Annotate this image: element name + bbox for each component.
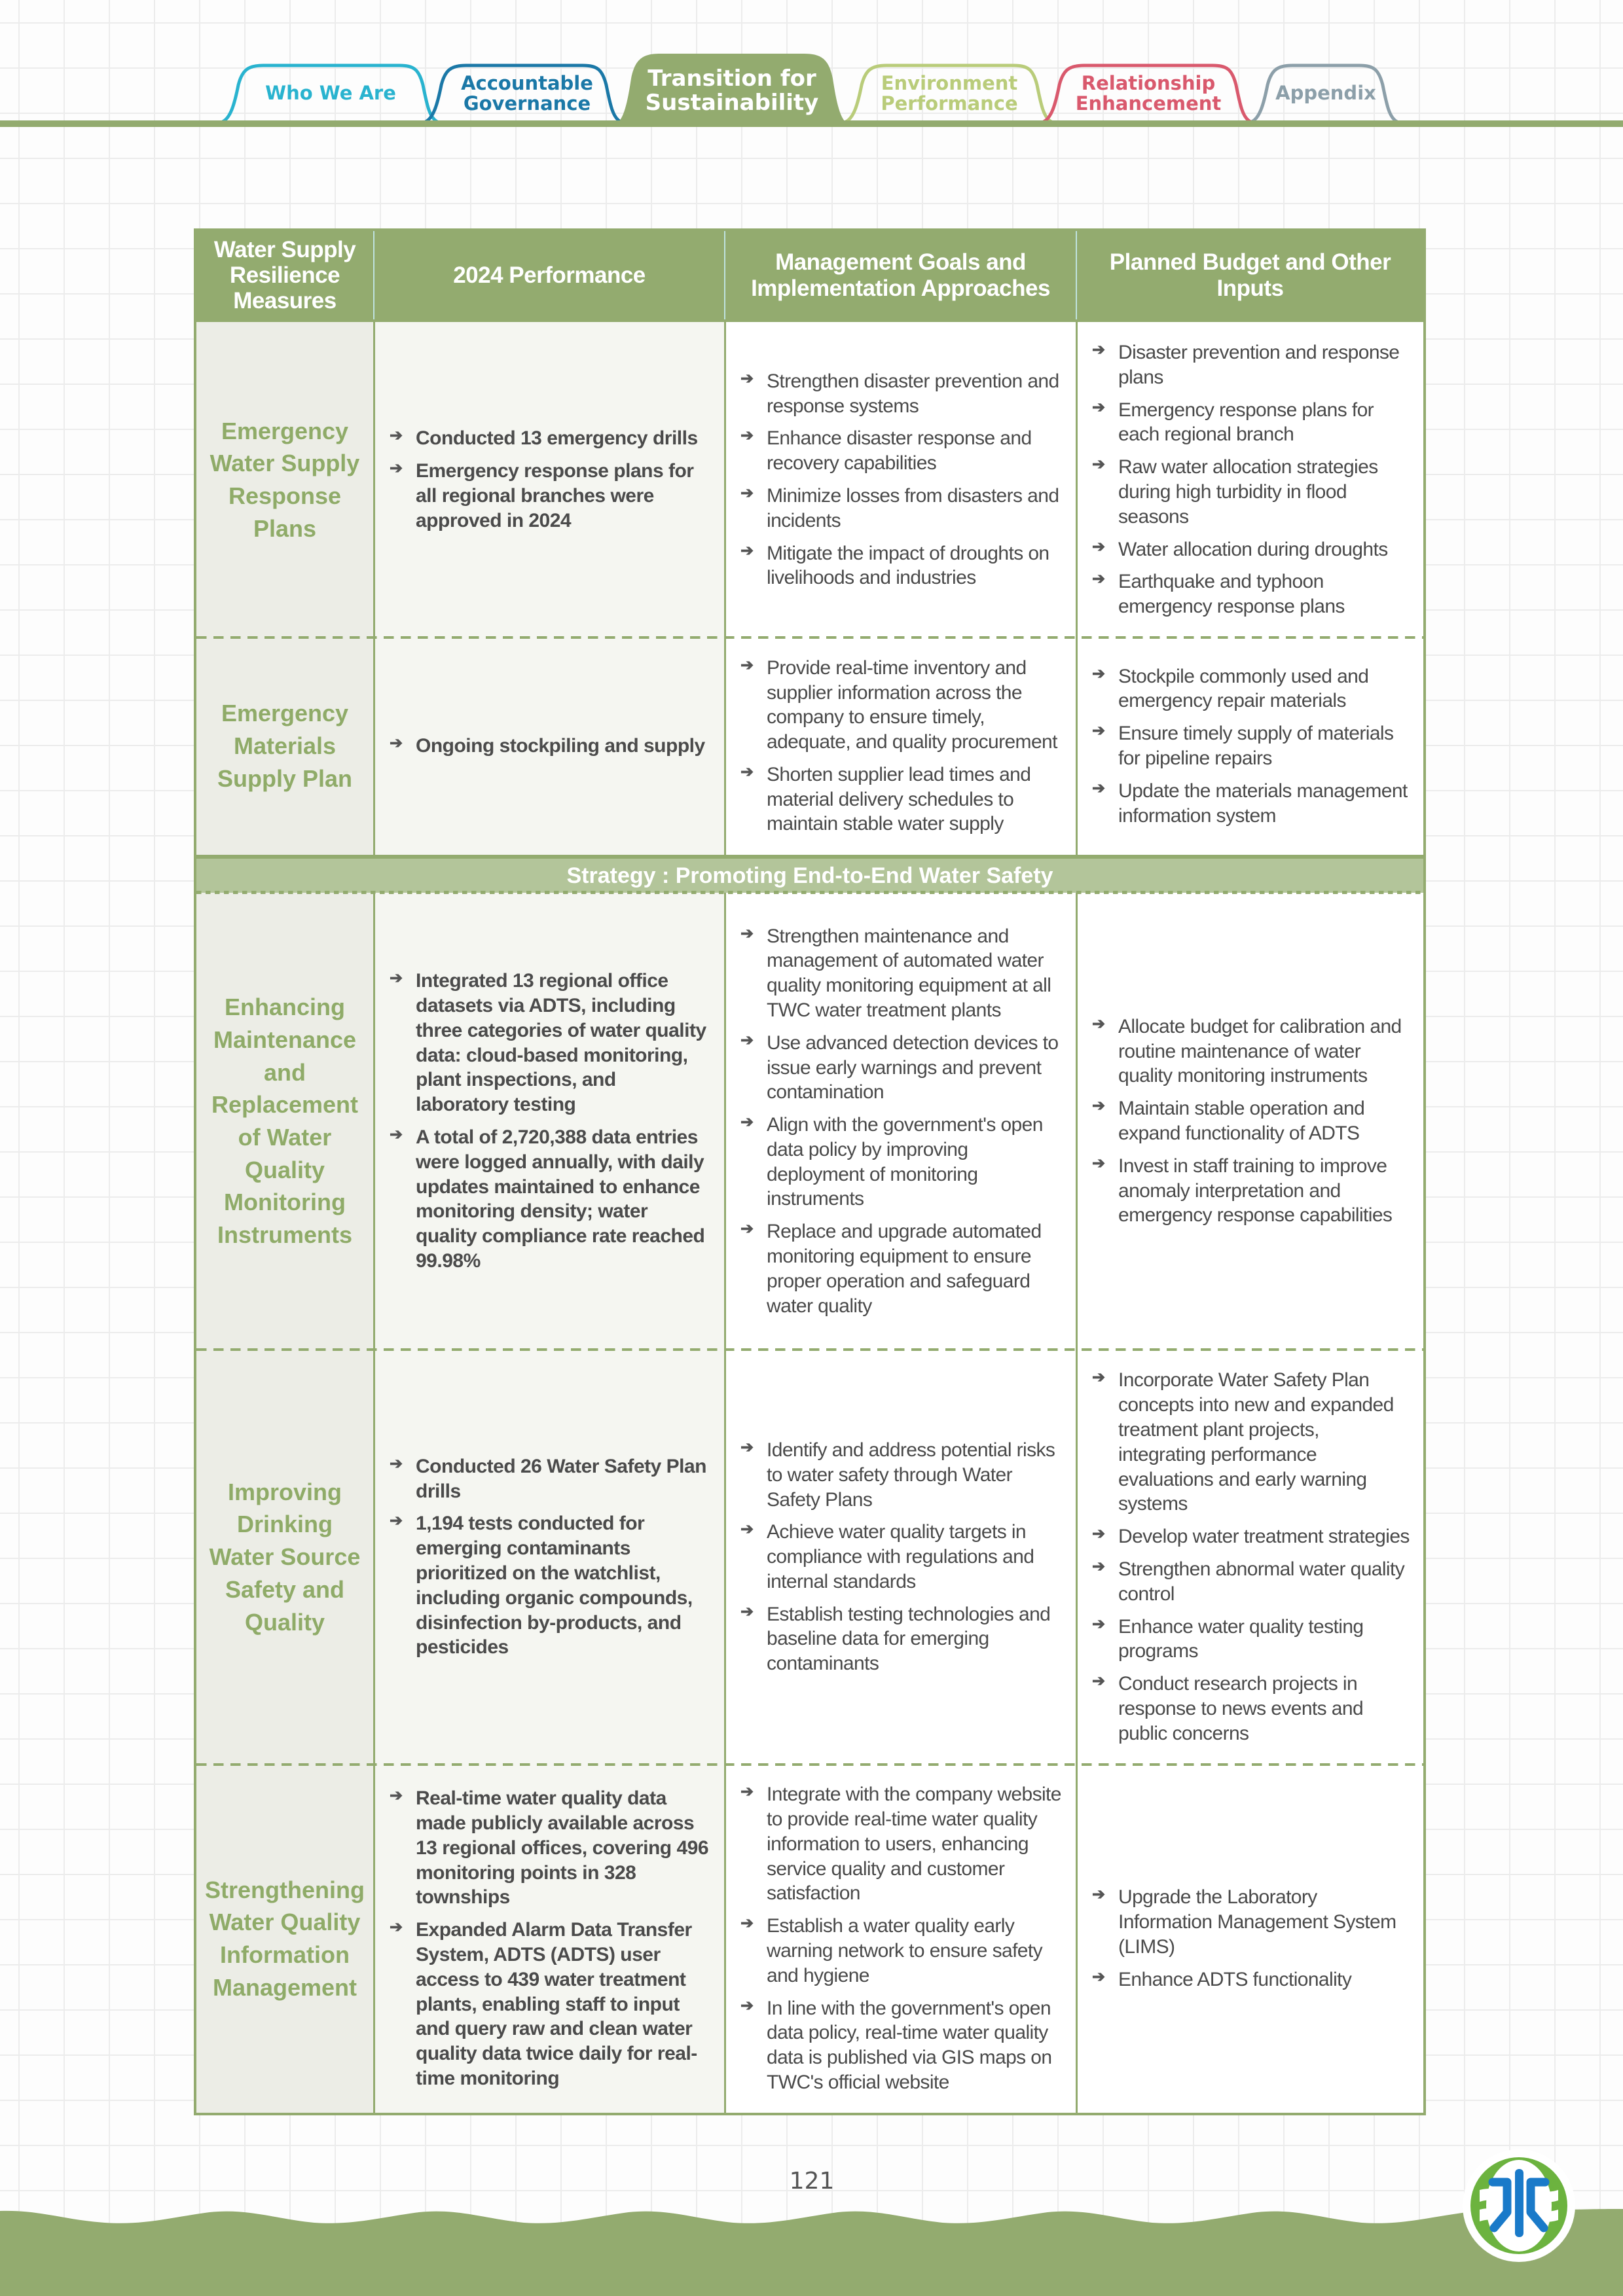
bullet-item [390, 1125, 711, 1274]
bullet-text: Develop water treatment strategies [1118, 1526, 1410, 1548]
bullet-list [1092, 1007, 1410, 1236]
bullet-item [1092, 569, 1410, 619]
bullet-text: Strengthen abnormal water quality control [1118, 1558, 1405, 1605]
bullet-text: Expanded Alarm Data Transfer System, ADTS (ADTS) user access to 439 water treatment plants, enabling staff to input and query raw and clean water quality data twice daily for real-time monitoring [416, 1919, 697, 2089]
arrow-bullet-icon: ➔ [390, 969, 403, 988]
arrow-bullet-icon: ➔ [740, 1220, 754, 1238]
arrow-bullet-icon: ➔ [1092, 398, 1105, 416]
bullet-text: Identify and address potential risks to water safety through Water Safety Plans [767, 1439, 1055, 1511]
bullet-text: Stockpile commonly used and emergency repair materials [1118, 665, 1369, 712]
measure-cell: Emergency Water Supply Response Plans [196, 322, 373, 637]
arrow-bullet-icon: ➔ [740, 656, 754, 674]
arrow-bullet-icon: ➔ [740, 1520, 754, 1539]
bullet-item [1092, 779, 1410, 829]
performance-cell [373, 1350, 724, 1765]
arrow-bullet-icon: ➔ [390, 1787, 403, 1805]
bullet-item [740, 1602, 1063, 1676]
bullet-text: Establish a water quality early warning network to ensure safety and hygiene [767, 1915, 1043, 1986]
bullet-text: Real-time water quality data made publicly available across 13 regional offices, covering 496 monitoring points in 328 townships [416, 1787, 709, 1909]
arrow-bullet-icon: ➔ [740, 1031, 754, 1049]
bullet-text: Use advanced detection devices to issue early warnings and prevent contamination [767, 1031, 1059, 1103]
arrow-bullet-icon: ➔ [1092, 537, 1105, 556]
arrow-bullet-icon: ➔ [1092, 1967, 1105, 1986]
bullet-item [390, 734, 711, 759]
arrow-bullet-icon: ➔ [740, 484, 754, 502]
bullet-item [390, 1511, 711, 1660]
arrow-bullet-icon: ➔ [740, 762, 754, 781]
tab-accountable-governance[interactable]: Accountable Governance [461, 71, 593, 115]
bullet-item [1092, 1524, 1410, 1549]
table-row [196, 1765, 1423, 2113]
bullet-item [390, 459, 711, 533]
bullet-item [1092, 1672, 1410, 1746]
measure-cell: Enhancing Maintenance and Replacement of Water Quality Monitoring Instruments [196, 893, 373, 1350]
tab-baseline-rule [0, 120, 1623, 127]
header-budget: Planned Budget and Other Inputs [1076, 231, 1423, 319]
budget-cell [1076, 1765, 1423, 2113]
arrow-bullet-icon: ➔ [1092, 1154, 1105, 1172]
water-supply-resilience-table [194, 228, 1426, 2115]
bullet-text: Water allocation during droughts [1118, 538, 1388, 560]
bullet-list [740, 648, 1063, 845]
performance-cell [373, 637, 724, 855]
footer-wave [0, 2206, 1623, 2296]
arrow-bullet-icon: ➔ [740, 1996, 754, 2015]
bullet-list [740, 916, 1063, 1327]
bullet-item [740, 1996, 1063, 2095]
arrow-bullet-icon: ➔ [1092, 341, 1105, 359]
bullet-list [1092, 656, 1410, 836]
header-goals: Management Goals and Implementation Approaches [724, 231, 1076, 319]
arrow-bullet-icon: ➔ [1092, 1672, 1105, 1691]
performance-cell [373, 893, 724, 1350]
bullet-item [740, 426, 1063, 476]
bullet-item [740, 762, 1063, 836]
bullet-text: Enhance ADTS functionality [1118, 1968, 1352, 1990]
arrow-bullet-icon: ➔ [1092, 722, 1105, 740]
table-row [196, 1350, 1423, 1765]
bullet-text: Establish testing technologies and baseline data for emerging contaminants [767, 1603, 1051, 1675]
arrow-bullet-icon: ➔ [740, 427, 754, 445]
bullet-list [1092, 1877, 1410, 2000]
bullet-item [1092, 455, 1410, 529]
bullet-text: Disaster prevention and response plans [1118, 342, 1400, 388]
bullet-text: Align with the government's open data policy by improving deployment of monitoring instruments [767, 1114, 1043, 1210]
bullet-item [390, 1786, 711, 1910]
arrow-bullet-icon: ➔ [1092, 779, 1105, 797]
bullet-list [1092, 1360, 1410, 1753]
tab-environment-performance[interactable]: Environment Performance [881, 71, 1018, 115]
header-measures: Water Supply Resilience Measures [213, 236, 356, 314]
bullet-text: Conducted 13 emergency drills [416, 427, 698, 450]
bullet-item [1092, 1557, 1410, 1607]
bullet-item [1092, 721, 1410, 771]
bullet-item [1092, 1615, 1410, 1664]
bullet-text: Incorporate Water Safety Plan concepts into new and expanded treatment plant projects, integrating performance evaluations and early warning systems [1118, 1369, 1394, 1515]
arrow-bullet-icon: ➔ [740, 1113, 754, 1132]
measure-cell: Emergency Materials Supply Plan [196, 637, 373, 855]
bullet-item [740, 1113, 1063, 1211]
measure-cell: Strengthening Water Quality Information Management [196, 1765, 373, 2113]
arrow-bullet-icon: ➔ [740, 1602, 754, 1621]
budget-cell [1076, 1350, 1423, 1765]
bullet-item [740, 1219, 1063, 1318]
twc-logo-icon [1460, 2147, 1578, 2265]
arrow-bullet-icon: ➔ [390, 1918, 403, 1937]
bullet-item [1092, 398, 1410, 448]
bullet-item [390, 1918, 711, 2091]
budget-cell [1076, 322, 1423, 637]
arrow-bullet-icon: ➔ [1092, 1525, 1105, 1543]
page-number: 121 [789, 2168, 835, 2195]
arrow-bullet-icon: ➔ [390, 459, 403, 478]
header-performance: 2024 Performance [373, 231, 724, 319]
goals-cell [724, 1765, 1076, 2113]
bullet-text: Strengthen maintenance and management of automated water quality monitoring equipment at all TWC water treatment plants [767, 925, 1051, 1021]
tab-who-we-are[interactable]: Who We Are [265, 82, 396, 105]
bullet-text: A total of 2,720,388 data entries were logged annually, with daily updates maintained to enhance monitoring density; water quality compliance rate reached 99.98% [416, 1126, 705, 1272]
bullet-item [740, 484, 1063, 533]
bullet-text: Achieve water quality targets in compliance with regulations and internal standards [767, 1521, 1034, 1592]
arrow-bullet-icon: ➔ [1092, 456, 1105, 474]
arrow-bullet-icon: ➔ [740, 924, 754, 942]
bullet-list [390, 418, 711, 541]
arrow-bullet-icon: ➔ [390, 734, 403, 753]
bullet-text: Emergency response plans for each regional branch [1118, 399, 1374, 446]
bullet-text: Shorten supplier lead times and material delivery schedules to maintain stable water supply [767, 763, 1031, 835]
bullet-item [1092, 664, 1410, 714]
arrow-bullet-icon: ➔ [390, 1126, 403, 1143]
bullet-list [390, 726, 711, 766]
tab-relationship-enhancement[interactable]: Relationship Enhancement [1075, 71, 1222, 115]
tab-transition-for-sustainability[interactable]: Transition for Sustainability [645, 65, 819, 116]
bullet-item [1092, 1154, 1410, 1228]
bullet-text: In line with the government's open data policy, real-time water quality data is published via GIS maps on TWC's official website [767, 1997, 1052, 2093]
arrow-bullet-icon: ➔ [740, 1438, 754, 1456]
table-header-row [196, 231, 1423, 322]
bullet-text: Minimize losses from disasters and incidents [767, 485, 1059, 531]
budget-cell [1076, 893, 1423, 1350]
bullet-list [390, 961, 711, 1282]
goals-cell [724, 637, 1076, 855]
bullet-item [1092, 537, 1410, 562]
arrow-bullet-icon: ➔ [1092, 1097, 1105, 1115]
bullet-text: Strengthen disaster prevention and response systems [767, 370, 1059, 417]
arrow-bullet-icon: ➔ [390, 1454, 403, 1473]
goals-cell [724, 1350, 1076, 1765]
bullet-item [740, 1520, 1063, 1594]
arrow-bullet-icon: ➔ [740, 1914, 754, 1933]
bullet-list [740, 361, 1063, 598]
bullet-item [1092, 1967, 1410, 1992]
goals-cell [724, 322, 1076, 637]
arrow-bullet-icon: ➔ [740, 1783, 754, 1801]
goals-cell [724, 893, 1076, 1350]
bullet-text: Conducted 26 Water Safety Plan drills [416, 1455, 706, 1502]
arrow-bullet-icon: ➔ [1092, 1886, 1105, 1904]
strategy-band: Strategy : Promoting End-to-End Water Safety [196, 855, 1423, 893]
bullet-item [740, 924, 1063, 1023]
arrow-bullet-icon: ➔ [1092, 1558, 1105, 1575]
arrow-bullet-icon: ➔ [740, 541, 754, 560]
bullet-item [390, 426, 711, 451]
bullet-item [740, 541, 1063, 591]
bullet-item [1092, 1096, 1410, 1146]
bullet-list [740, 1430, 1063, 1684]
bullet-item [1092, 1368, 1410, 1516]
bullet-text: Provide real-time inventory and supplier information across the company to ensure timely, adequate, and quality procurement [767, 656, 1057, 753]
table-row [196, 322, 1423, 637]
bullet-text: Conduct research projects in response to news events and public concerns [1118, 1673, 1364, 1744]
bullet-text: Enhance disaster response and recovery capabilities [767, 427, 1032, 475]
arrow-bullet-icon: ➔ [390, 1512, 403, 1530]
bullet-text: Ensure timely supply of materials for pipeline repairs [1118, 723, 1394, 769]
budget-cell [1076, 637, 1423, 855]
section-tab-bar [0, 0, 1623, 131]
performance-cell [373, 1765, 724, 2113]
bullet-item [1092, 1885, 1410, 1959]
bullet-item [390, 969, 711, 1117]
bullet-text: Update the materials management information system [1118, 780, 1408, 827]
bullet-text: Mitigate the impact of droughts on livelihoods and industries [767, 542, 1049, 589]
bullet-item [740, 1438, 1063, 1512]
bullet-text: Maintain stable operation and expand functionality of ADTS [1118, 1098, 1365, 1144]
arrow-bullet-icon: ➔ [1092, 1615, 1105, 1633]
bullet-text: Raw water allocation strategies during high turbidity in flood seasons [1118, 456, 1378, 528]
measure-cell: Improving Drinking Water Source Safety and Quality [196, 1350, 373, 1765]
bullet-text: Ongoing stockpiling and supply [416, 735, 705, 757]
arrow-bullet-icon: ➔ [390, 427, 403, 445]
bullet-item [1092, 340, 1410, 390]
bullet-item [740, 656, 1063, 755]
bullet-item [740, 1914, 1063, 1988]
bullet-item [740, 1782, 1063, 1906]
bullet-list [390, 1778, 711, 2099]
bullet-item [740, 1031, 1063, 1105]
bullet-list [740, 1774, 1063, 2103]
bullet-text: Emergency response plans for all regional branches were approved in 2024 [416, 460, 694, 531]
bullet-text: 1,194 tests conducted for emerging contaminants prioritized on the watchlist, including organic compounds, disinfection by-products, and pesticides [416, 1513, 693, 1659]
bullet-item [390, 1454, 711, 1504]
table-row [196, 637, 1423, 855]
arrow-bullet-icon: ➔ [1092, 664, 1105, 683]
bullet-text: Enhance water quality testing programs [1118, 1615, 1364, 1662]
bullet-item [1092, 1014, 1410, 1088]
performance-cell [373, 322, 724, 637]
arrow-bullet-icon: ➔ [1092, 570, 1105, 588]
arrow-bullet-icon: ➔ [1092, 1369, 1105, 1387]
bullet-list [390, 1446, 711, 1668]
bullet-item [740, 369, 1063, 419]
bullet-list [1092, 332, 1410, 627]
table-row [196, 893, 1423, 1350]
arrow-bullet-icon: ➔ [1092, 1014, 1105, 1033]
bullet-text: Invest in staff training to improve anomaly interpretation and emergency response capabilities [1118, 1155, 1393, 1227]
tab-appendix[interactable]: Appendix [1275, 82, 1376, 105]
bullet-text: Replace and upgrade automated monitoring equipment to ensure proper operation and safeguard water quality [767, 1221, 1042, 1317]
bullet-text: Allocate budget for calibration and routine maintenance of water quality monitoring instruments [1118, 1015, 1402, 1087]
bullet-text: Earthquake and typhoon emergency response plans [1118, 571, 1345, 618]
bullet-text: Integrate with the company website to provide real-time water quality information to users, enhancing service quality and customer satisfaction [767, 1784, 1061, 1905]
arrow-bullet-icon: ➔ [740, 369, 754, 387]
bullet-text: Integrated 13 regional office datasets via ADTS, including three categories of water quality data: cloud-based monitoring, plant inspections, and laboratory testing [416, 970, 706, 1116]
bullet-text: Upgrade the Laboratory Information Management System (LIMS) [1118, 1886, 1396, 1958]
